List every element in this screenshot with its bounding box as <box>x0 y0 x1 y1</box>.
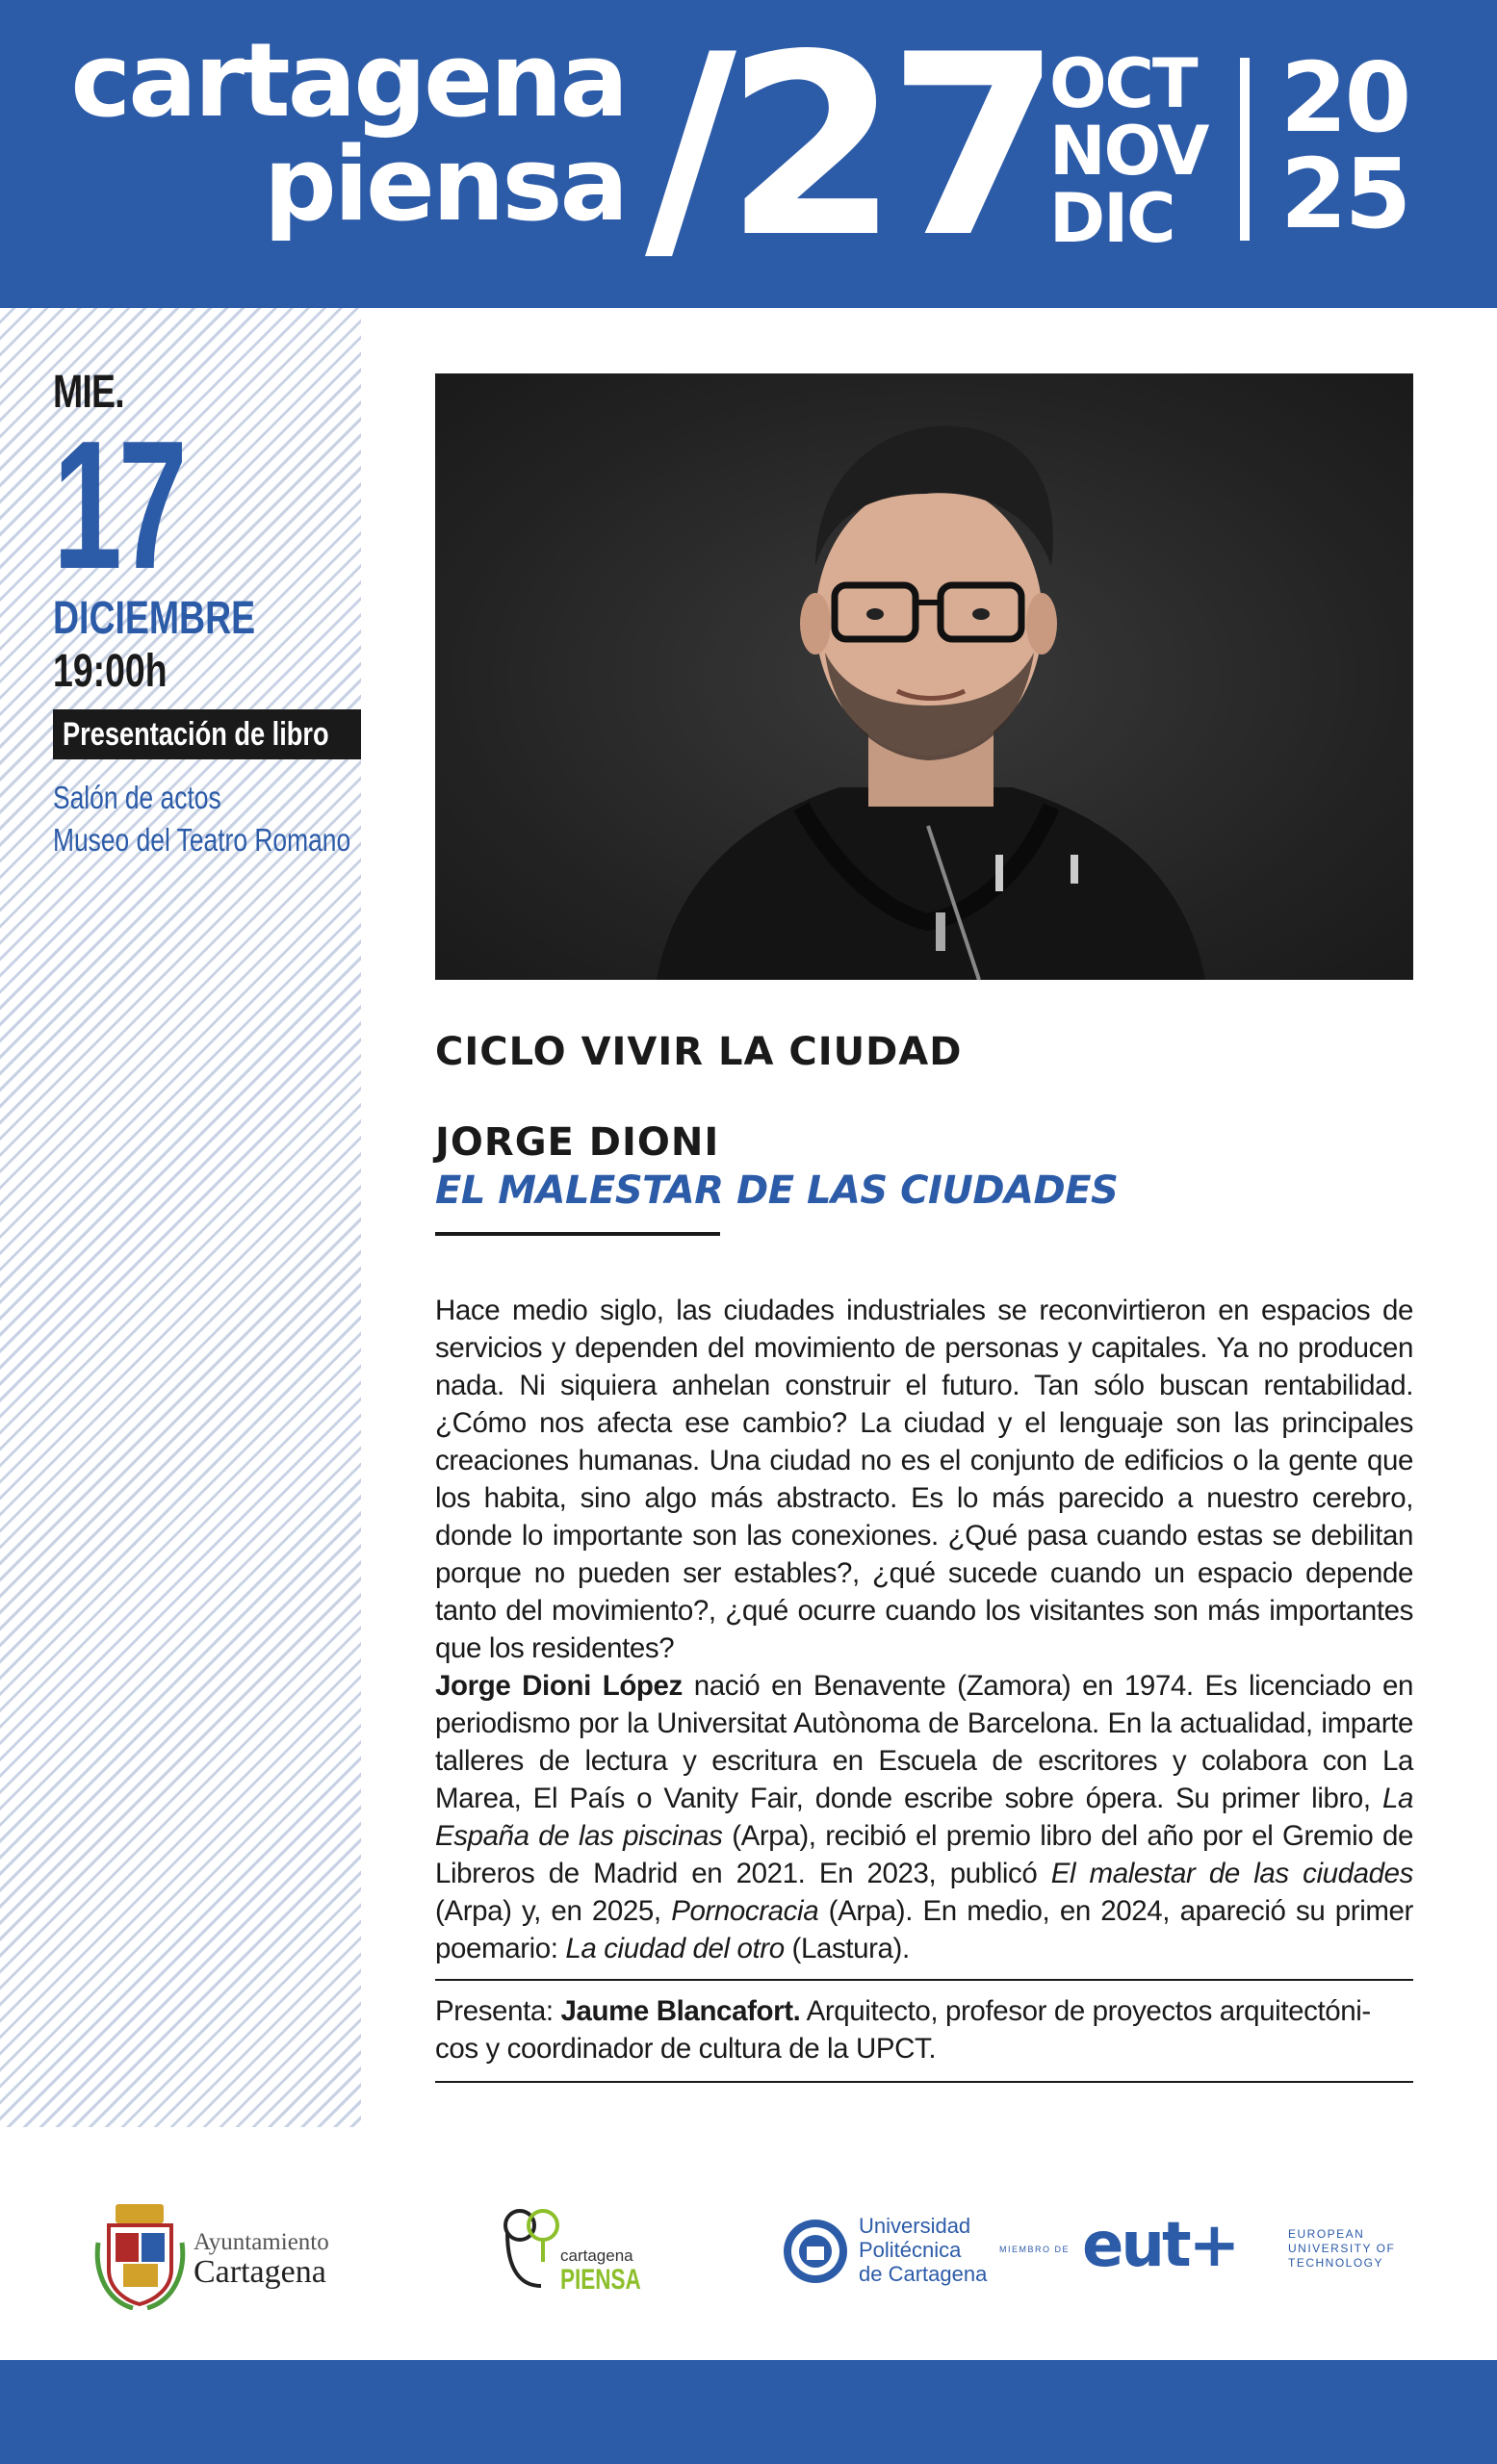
sponsor-logos <box>0 2185 1497 2329</box>
author-bio <box>435 1667 1413 1967</box>
month-oct: OCT <box>1049 44 1197 123</box>
divider-bottom <box>435 2081 1413 2083</box>
ayuntamiento-logo <box>94 2204 364 2310</box>
upct-line-1: Universidad <box>859 2214 971 2238</box>
footer-bar <box>0 2360 1497 2464</box>
cycle-title: CICLO VIVIR LA CIUDAD <box>435 1030 963 1074</box>
ayto-line-1: Ayuntamiento <box>194 2229 329 2255</box>
header-banner <box>0 0 1497 308</box>
book-synopsis: Hace medio siglo, las ciudades industriales se reconvirtieron en espacios de servicios y dependen del movimiento de personas y capitales. Ya no producen nada. Ni siquiera anhelan construir el futuro. Tan sólo buscan rentabilidad. ¿Cómo nos afecta ese cambio? La ciudad y el lenguaje son las principales creaciones humanas. Una ciudad no es el conjunto de edificios o la gente que los habita, sino algo más abstracto. Es lo más parecido a nuestro cerebro, donde lo importante son las conexiones. ¿Qué pasa cuando estas se debilitan porque no pueden ser estables?, ¿qué sucede cuando un espacio depende tanto del movimiento?, ¿qué ocurre cuando los visitantes son más importantes que los residentes? <box>435 1295 1413 1664</box>
eut-line-3: TECHNOLOGY <box>1288 2256 1384 2270</box>
bio-text-1: nació en Benavente (Zamora) en 1974. Es licenciado en periodismo por la Universitat Autònoma de Barcelona. En la actualidad, imparte talleres de lectura y escritura en Escuela de escritores y colabora con La Marea, El País o Vanity Fair, donde escribe sobre ópera. Su primer libro, <box>435 1670 1413 1814</box>
cp-mark-icon <box>503 2204 560 2296</box>
header-divider <box>1240 58 1250 241</box>
eut-line-1: EUROPEAN <box>1288 2227 1365 2241</box>
presenter-name: Jaume Blancafort. <box>560 1995 801 2027</box>
year <box>1280 41 1409 250</box>
venue-line-2: Museo del Teatro Romano <box>53 822 351 858</box>
edition-number: /27 <box>645 2 1050 293</box>
bio-text-4: (Arpa). En medio, en 2024, apareció su primer poemario: <box>435 1895 1413 1964</box>
title-underline <box>435 1232 720 1236</box>
book-title: EL MALESTAR DE LAS CIUDADES <box>435 1168 1119 1213</box>
presenter-description: Arquitecto, profesor de proyectos arquitectóni-cos y coordinador de cultura de la UPCT. <box>435 1995 1371 2065</box>
bio-book-3: Pornocracia <box>671 1895 819 1927</box>
event-time: 19:00h <box>53 646 168 697</box>
cp-line-2: PIENSA <box>560 2264 641 2296</box>
month-name: DICIEMBRE <box>53 593 256 644</box>
author-name: JORGE DIONI <box>435 1120 720 1165</box>
year-bottom: 25 <box>1280 138 1409 250</box>
bio-text-5: (Lastura). <box>784 1933 910 1964</box>
eut-name <box>1288 2227 1395 2271</box>
upct-line-2: Politécnica <box>859 2238 962 2262</box>
month-nov: NOV <box>1049 112 1208 191</box>
weekday: MIE. <box>53 367 124 418</box>
event-type-badge <box>53 709 361 759</box>
brand-wordmark <box>0 21 626 244</box>
cartagena-piensa-logo <box>503 2204 657 2310</box>
eut-line-2: UNIVERSITY OF <box>1288 2242 1396 2255</box>
event-date-sidebar <box>53 366 361 861</box>
venue <box>53 777 361 861</box>
venue-line-1: Salón de actos <box>53 780 221 815</box>
portrait-illustration <box>435 373 1413 980</box>
ayto-line-2: Cartagena <box>194 2254 326 2290</box>
description <box>435 1292 1413 1967</box>
upct-line-3: de Cartagena <box>859 2262 988 2286</box>
bio-name: Jorge Dioni López <box>435 1670 683 1702</box>
bio-book-2: El malestar de las ciudades <box>1050 1858 1413 1889</box>
bio-book-1: La España de las piscinas <box>435 1783 1413 1852</box>
month-dic: DIC <box>1049 179 1174 258</box>
eut-mark: eut+ <box>1082 2210 1238 2281</box>
day-number: 17 <box>53 403 184 607</box>
divider-top <box>435 1979 1413 1981</box>
bio-book-4: La ciudad del otro <box>565 1933 785 1964</box>
author-portrait-photo <box>435 373 1413 980</box>
event-content <box>435 1030 1413 2083</box>
bio-text-2: (Arpa), recibió el premio libro del año por el Gremio de Libreros de Madrid en 2021. En 2023, publicó <box>435 1820 1413 1889</box>
months-list <box>1049 44 1208 258</box>
eut-logo <box>999 2212 1404 2289</box>
coat-of-arms-icon <box>94 2204 186 2310</box>
bio-text-3: (Arpa) y, en 2025, <box>435 1895 672 1927</box>
member-of-label: MIEMBRO DE <box>999 2245 1071 2254</box>
upct-name <box>859 2214 987 2286</box>
upct-seal-icon <box>782 2218 849 2285</box>
cp-line-1: cartagena <box>560 2246 633 2265</box>
event-type-label: Presentación de libro <box>63 716 329 753</box>
brand-line-1: cartagena <box>70 21 626 140</box>
brand-line-2: piensa <box>263 125 626 244</box>
presenter <box>435 1992 1413 2067</box>
presenter-label: Presenta: <box>435 1995 561 2027</box>
year-top: 20 <box>1280 41 1409 154</box>
